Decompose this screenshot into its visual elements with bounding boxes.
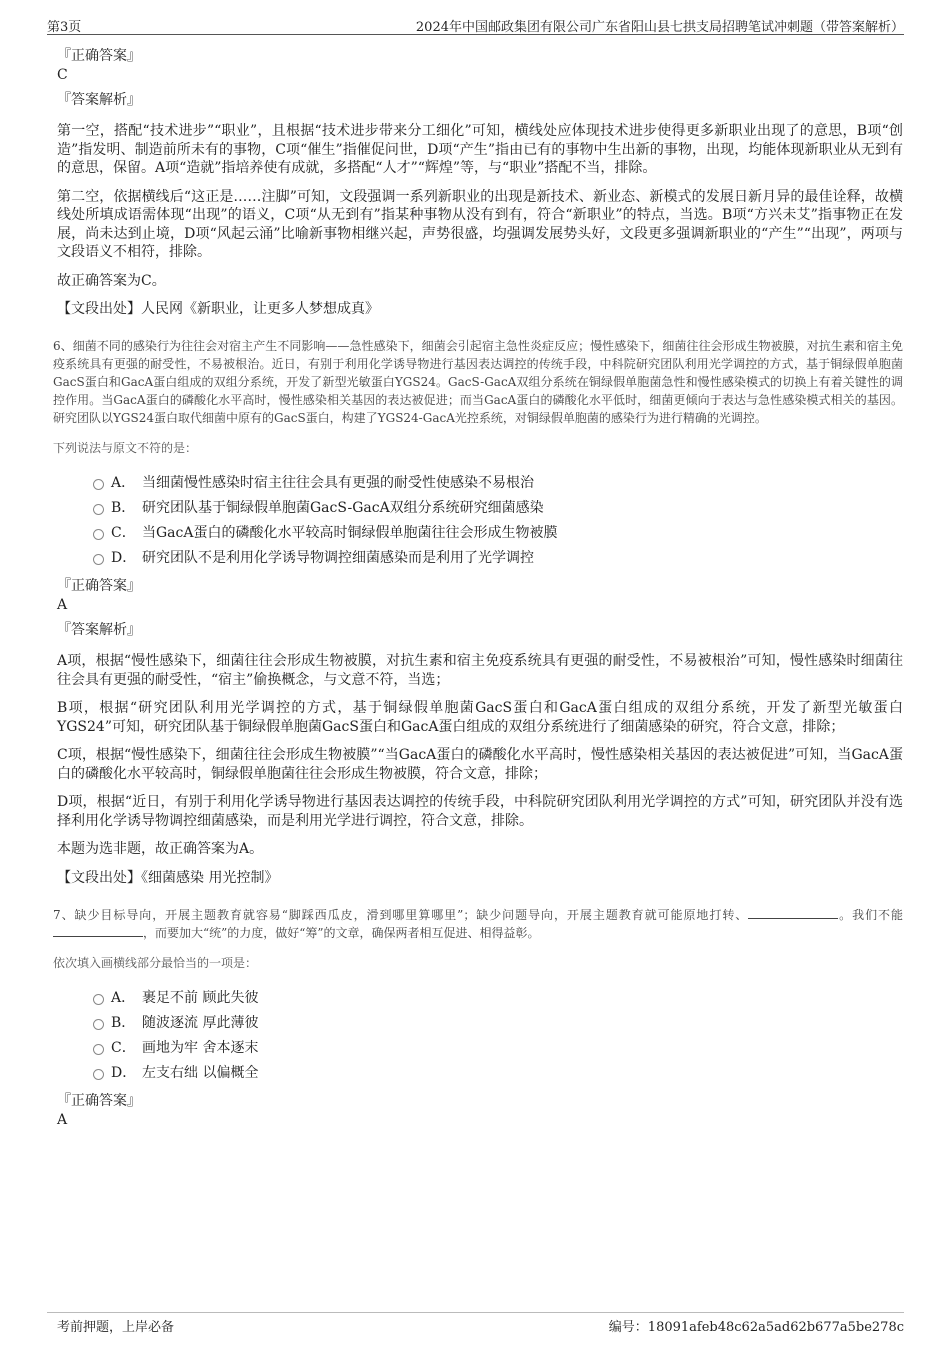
option-list <box>57 471 903 571</box>
answer-value: C <box>57 67 68 83</box>
radio-icon[interactable] <box>93 1019 104 1030</box>
option-text: 裹足不前 顾此失彼 <box>142 989 259 1006</box>
radio-icon[interactable] <box>93 504 104 515</box>
option-text: 研究团队不是利用化学诱导物调控细菌感染而是利用了光学调控 <box>142 550 534 566</box>
analysis-paragraph: 第一空，搭配“技术进步”“职业”，且根据“技术进步带来分工细化”可知，横线处应体现技术进步使得更多新职业出现了的意思，B项“创造”指发明、制造前所未有的事物，C项“催生”指催促问世，D项“产生”指由已有的事物中生出新的事物，出现，均能体现新职业从无到有的意思，保留。A项“造就”指培养使有成就，多搭配“人才”“辉煌”等，与“职业”搭配不当，排除。 <box>57 123 903 176</box>
option-text: 左支右绌 以偏概全 <box>142 1064 259 1081</box>
question-prompt: 依次填入画横线部分最恰当的一项是： <box>53 955 258 970</box>
option-key: B． <box>111 1014 136 1031</box>
question-text: 6、细菌不同的感染行为往往会对宿主产生不同影响——急性感染下，细菌会引起宿主急性炎症反应；慢性感染下，细菌往往会形成生物被膜，对抗生素和宿主免疫系统具有更强的耐受性，不易被根治。近日，有别于利用化学诱导物进行基因表达调控的传统手段，中科院研究团队利用光学调控的方式，基于铜绿假单胞菌GacS蛋白和GacA蛋白组成的双组分系统，开发了新型光敏蛋白YGS24。GacS-GacA双组分系统在铜绿假单胞菌急性和慢性感染模式的切换上有着关键性的调控作用。当GacA蛋白的磷酸化水平高时，慢性感染相关基因的表达被促进；而当GacA蛋白的磷酸化水平低时，细菌更倾向于表达与急性感染模式相关的基因。研究团队以YGS24蛋白取代细菌中原有的GacS蛋白，构建了YGS24-GacA光控系统，对铜绿假单胞菌的感染行为进行精确的光调控。 <box>53 339 903 425</box>
option-key: A． <box>111 475 136 491</box>
analysis-label: 『答案解析』 <box>57 92 141 108</box>
question-text-part: 。我们不能 <box>838 907 903 922</box>
radio-icon[interactable] <box>93 554 104 565</box>
analysis-paragraph: 第二空，依据横线后“这正是……注脚”可知，文段强调一系列新职业的出现是新技术、新业态、新模式的发展日新月异的最佳诠释，故横线处所填成语需体现“出现”的语义，C项“从无到有”指某种事物从没有到有，符合“新职业”的特点，当选。B项“方兴未艾”指事物正在发展，尚未达到止境，D项“风起云涌”比喻新事物相继兴起，声势很盛，均强调发展势头好，文段更多强调新职业的“产生”“出现”，两项与文段语义不相符，排除。 <box>57 188 903 260</box>
option-key: D． <box>111 550 137 566</box>
option-key: A． <box>111 989 136 1006</box>
fill-blank <box>53 925 143 937</box>
option-c[interactable] <box>57 521 903 546</box>
question-text-part: ，而要加大“统”的力度，做好“筹”的文章，确保两者相互促进、相得益彰。 <box>143 925 540 940</box>
analysis-paragraph: B项，根据“研究团队利用光学调控的方式，基于铜绿假单胞菌GacS蛋白和GacA蛋白组成的双组分系统，开发了新型光敏蛋白YGS24”可知，研究团队基于铜绿假单胞菌GacS蛋白和GacA蛋白组成的双组分系统进行了细菌感染的研究，符合文意，排除； <box>57 700 903 735</box>
radio-icon[interactable] <box>93 1069 104 1080</box>
analysis-label: 『答案解析』 <box>57 622 141 638</box>
option-c[interactable] <box>57 1036 903 1061</box>
option-b[interactable] <box>57 496 903 521</box>
document-id: 编号：18091afeb48c62a5ad62b677a5be278c <box>608 1320 904 1335</box>
option-d[interactable] <box>57 1061 903 1086</box>
option-a[interactable] <box>57 986 903 1011</box>
fill-blank <box>748 907 838 919</box>
option-text: 当细菌慢性感染时宿主往往会具有更强的耐受性使感染不易根治 <box>142 475 534 491</box>
page-footer <box>47 1312 904 1333</box>
option-a[interactable] <box>57 471 903 496</box>
document-title: 2024年中国邮政集团有限公司广东省阳山县七拱支局招聘笔试冲刺题（带答案解析） <box>415 20 904 35</box>
answer-label: 『正确答案』 <box>57 1092 141 1109</box>
option-key: C． <box>111 1039 136 1056</box>
option-key: B． <box>111 500 136 516</box>
analysis-conclusion: 故正确答案为C。 <box>57 272 166 289</box>
answer-value: A <box>57 1111 68 1128</box>
footer-slogan: 考前押题，上岸必备 <box>57 1320 175 1335</box>
option-text: 当GacA蛋白的磷酸化水平较高时铜绿假单胞菌往往会形成生物被膜 <box>142 525 558 541</box>
answer-value: A <box>57 597 68 613</box>
analysis-paragraph: A项，根据“慢性感染下，细菌往往会形成生物被膜，对抗生素和宿主免疫系统具有更强的耐受性，不易被根治”可知，慢性感染时细菌往往会具有更强的耐受性，“宿主”偷换概念，与文意不符，当选； <box>57 653 903 688</box>
analysis-paragraph: D项，根据“近日，有别于利用化学诱导物进行基因表达调控的传统手段，中科院研究团队利用光学调控的方式”可知，研究团队并没有选择利用化学诱导物调控细菌感染，而是利用光学进行调控，符合文意，排除。 <box>57 794 903 829</box>
source-citation: 【文段出处】《细菌感染 用光控制》 <box>57 869 279 886</box>
option-text: 画地为牢 舍本逐末 <box>142 1039 259 1056</box>
page-number: 第3页 <box>47 20 82 35</box>
radio-icon[interactable] <box>93 1044 104 1055</box>
option-text: 随波逐流 厚此薄彼 <box>142 1014 259 1031</box>
source-citation: 【文段出处】人民网《新职业，让更多人梦想成真》 <box>57 301 379 317</box>
document-body <box>53 47 903 1136</box>
page-header <box>47 14 904 35</box>
option-key: D． <box>111 1064 137 1081</box>
option-b[interactable] <box>57 1011 903 1036</box>
radio-icon[interactable] <box>93 479 104 490</box>
question-prompt: 下列说法与原文不符的是： <box>53 441 198 455</box>
option-d[interactable] <box>57 546 903 571</box>
answer-label: 『正确答案』 <box>57 48 141 64</box>
analysis-paragraph: C项，根据“慢性感染下，细菌往往会形成生物被膜”“当GacA蛋白的磷酸化水平高时，慢性感染相关基因的表达被促进”可知，当GacA蛋白的磷酸化水平较高时，铜绿假单胞菌往往会形成生物被膜，符合文意，排除； <box>57 747 903 782</box>
radio-icon[interactable] <box>93 994 104 1005</box>
option-key: C． <box>111 525 136 541</box>
question-text-part: 7、缺少目标导向，开展主题教育就容易“脚踩西瓜皮，滑到哪里算哪里”；缺少问题导向，开展主题教育就可能原地打转、 <box>53 907 749 922</box>
option-list <box>57 986 903 1086</box>
answer-label: 『正确答案』 <box>57 578 141 594</box>
question-text <box>53 906 903 942</box>
option-text: 研究团队基于铜绿假单胞菌GacS-GacA双组分系统研究细菌感染 <box>142 500 544 516</box>
radio-icon[interactable] <box>93 529 104 540</box>
analysis-conclusion: 本题为选非题，故正确答案为A。 <box>57 841 264 857</box>
